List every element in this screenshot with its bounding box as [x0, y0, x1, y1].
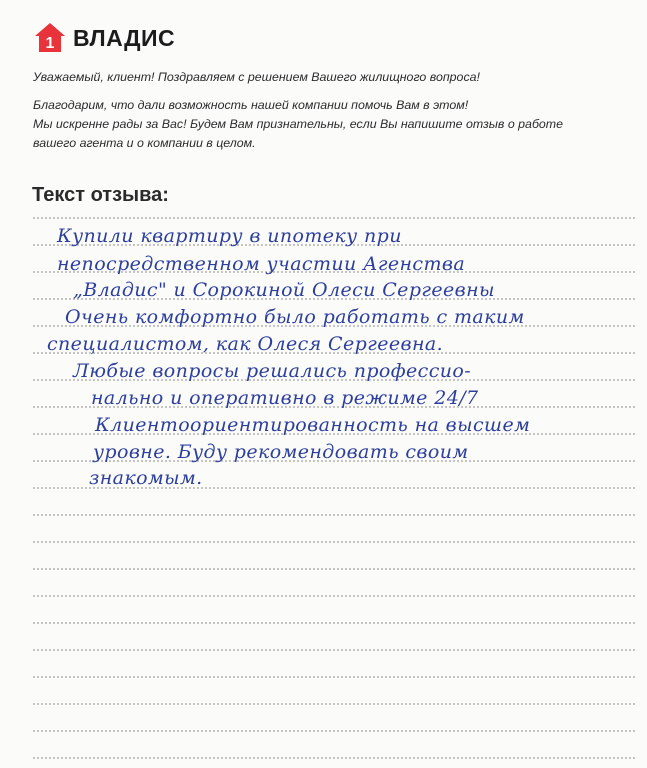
- handwritten-line: Клиентоориентированность на высшем: [95, 414, 531, 436]
- review-heading: Текст отзыва:: [32, 184, 169, 206]
- intro-text: [33, 68, 623, 153]
- company-logo: [33, 21, 175, 55]
- handwritten-line: Любые вопросы решались профессио-: [73, 360, 472, 382]
- handwritten-line: Купили квартиру в ипотеку при: [57, 225, 402, 247]
- house-logo-icon: [33, 21, 67, 55]
- handwritten-review: [33, 208, 639, 508]
- intro-line-2: Благодарим, что дали возможность нашей компании помочь Вам в этом!: [33, 98, 469, 112]
- handwritten-line: знакомым.: [89, 467, 203, 489]
- greeting-line: Уважаемый, клиент! Поздравляем с решением Вашего жилищного вопроса!: [33, 70, 480, 84]
- brand-name: ВЛАДИС: [73, 24, 176, 51]
- intro-line-4: вашего агента и о компании в целом.: [33, 136, 256, 150]
- logo-badge-number: 1: [45, 35, 55, 52]
- handwritten-line: непосредственном участии Агенства: [57, 253, 466, 275]
- intro-line-3: Мы искренне рады за Вас! Будем Вам признательны, если Вы напишите отзыв о работе: [33, 117, 564, 131]
- handwritten-line: уровне. Буду рекомендовать своим: [93, 441, 469, 463]
- handwritten-line: „Владис" и Сорокиной Олеси Сергеевны: [73, 279, 495, 301]
- handwritten-line: специалистом, как Олеся Сергеевна.: [47, 333, 444, 355]
- handwritten-line: Очень комфортно было работать с таким: [65, 306, 525, 328]
- handwritten-line: нально и оперативно в режиме 24/7: [91, 387, 479, 409]
